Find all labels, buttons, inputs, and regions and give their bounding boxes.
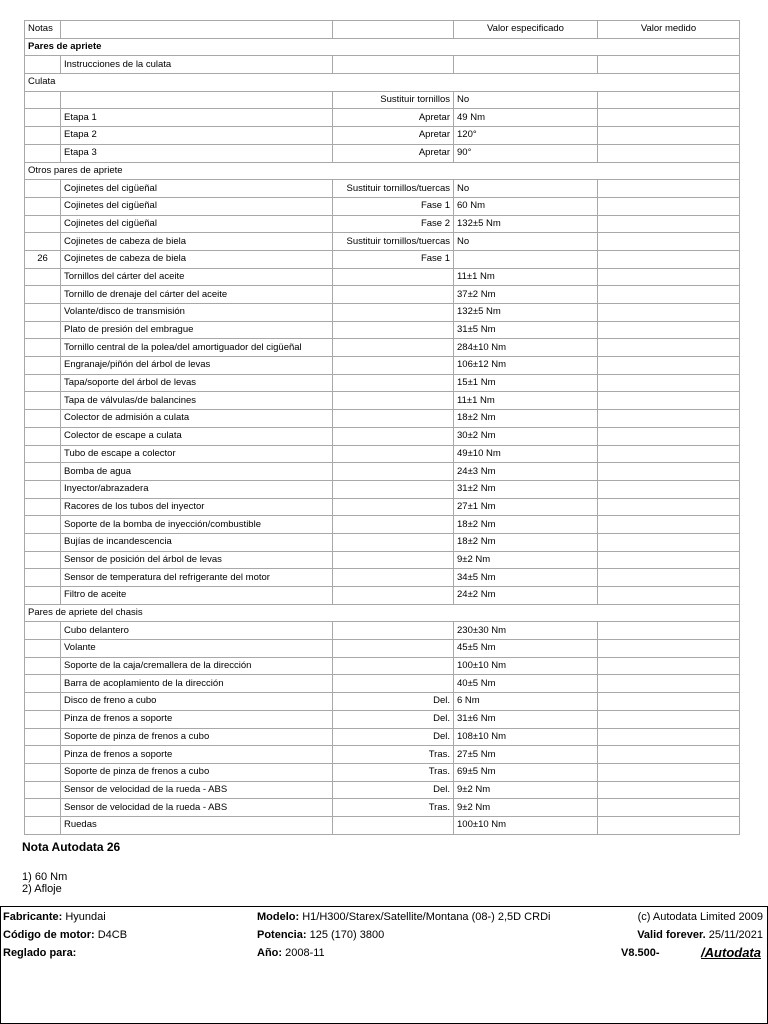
note-cell	[25, 127, 61, 145]
spec-value-cell: 18±2 Nm	[454, 410, 598, 428]
component-cell: Pinza de frenos a soporte	[61, 746, 333, 764]
regulated-line	[3, 947, 76, 959]
note-cell	[25, 445, 61, 463]
year-line	[257, 947, 325, 959]
condition-cell	[333, 445, 454, 463]
spec-value-cell: 6 Nm	[454, 693, 598, 711]
component-cell: Instrucciones de la culata	[61, 56, 333, 74]
note-cell	[25, 357, 61, 375]
measured-value-cell	[598, 587, 740, 605]
autodata-logo	[701, 945, 761, 960]
note-cell	[25, 56, 61, 74]
measured-value-cell	[598, 675, 740, 693]
note-cell	[25, 533, 61, 551]
validity-line	[637, 929, 763, 941]
table-row	[25, 250, 740, 268]
spec-value-cell: 31±5 Nm	[454, 321, 598, 339]
measured-value-cell	[598, 268, 740, 286]
condition-cell	[333, 463, 454, 481]
note-cell	[25, 746, 61, 764]
group-title: Otros pares de apriete	[25, 162, 740, 180]
condition-cell: Apretar	[333, 144, 454, 162]
table-row	[25, 569, 740, 587]
group-header-row	[25, 162, 740, 180]
spec-value-cell: No	[454, 180, 598, 198]
condition-cell	[333, 410, 454, 428]
note-cell	[25, 374, 61, 392]
condition-cell: Fase 2	[333, 215, 454, 233]
power-value: 125 (170) 3800	[309, 929, 385, 941]
table-row	[25, 321, 740, 339]
measured-value-cell	[598, 693, 740, 711]
measured-value-cell	[598, 463, 740, 481]
condition-cell	[333, 587, 454, 605]
condition-cell	[333, 640, 454, 658]
note-cell	[25, 657, 61, 675]
spec-value-cell: 132±5 Nm	[454, 304, 598, 322]
component-cell: Etapa 1	[61, 109, 333, 127]
torque-table	[24, 20, 740, 835]
condition-cell	[333, 339, 454, 357]
component-cell: Ruedas	[61, 816, 333, 834]
note-cell	[25, 799, 61, 817]
table-row	[25, 56, 740, 74]
measured-value-cell	[598, 286, 740, 304]
condition-cell: Tras.	[333, 746, 454, 764]
note-cell	[25, 304, 61, 322]
measured-value-cell	[598, 410, 740, 428]
torque-spec-sheet	[24, 20, 739, 835]
note-cell	[25, 410, 61, 428]
name-column-header	[61, 21, 333, 39]
component-cell: Engranaje/piñón del árbol de levas	[61, 357, 333, 375]
note-title: Nota Autodata 26	[22, 840, 121, 854]
measured-value-cell	[598, 56, 740, 74]
spec-value-cell	[454, 56, 598, 74]
measured-value-cell	[598, 392, 740, 410]
note-cell	[25, 622, 61, 640]
spec-value-cell: 9±2 Nm	[454, 799, 598, 817]
spec-value-cell: 49 Nm	[454, 109, 598, 127]
spec-value-cell: 49±10 Nm	[454, 445, 598, 463]
component-cell: Cojinetes del cigüeñal	[61, 180, 333, 198]
spec-value-cell: No	[454, 233, 598, 251]
spec-value-cell: 31±2 Nm	[454, 480, 598, 498]
component-cell: Inyector/abrazadera	[61, 480, 333, 498]
valid-date: 25/11/2021	[708, 929, 763, 941]
note-cell	[25, 480, 61, 498]
measured-column-header: Valor medido	[598, 21, 740, 39]
condition-cell	[333, 516, 454, 534]
table-row	[25, 180, 740, 198]
component-cell: Cojinetes de cabeza de biela	[61, 233, 333, 251]
table-row	[25, 304, 740, 322]
condition-cell	[333, 498, 454, 516]
table-row	[25, 693, 740, 711]
note-cell	[25, 233, 61, 251]
component-cell: Volante	[61, 640, 333, 658]
condition-cell: Tras.	[333, 799, 454, 817]
note-cell	[25, 109, 61, 127]
table-row	[25, 374, 740, 392]
component-cell: Bomba de agua	[61, 463, 333, 481]
model-value: H1/H300/Starex/Satellite/Montana (08-) 2,5D CRDi	[302, 911, 551, 923]
measured-value-cell	[598, 109, 740, 127]
note-cell	[25, 551, 61, 569]
spec-value-cell: 30±2 Nm	[454, 427, 598, 445]
measured-value-cell	[598, 197, 740, 215]
group-title: Culata	[25, 74, 740, 92]
measured-value-cell	[598, 710, 740, 728]
condition-cell: Tras.	[333, 763, 454, 781]
condition-cell	[333, 427, 454, 445]
spec-value-cell: 90°	[454, 144, 598, 162]
table-row	[25, 622, 740, 640]
manufacturer-value: Hyundai	[65, 911, 106, 923]
table-row	[25, 816, 740, 834]
engine-code-line	[3, 929, 127, 941]
year-label: Año:	[257, 947, 283, 959]
condition-cell: Apretar	[333, 109, 454, 127]
table-row	[25, 410, 740, 428]
measured-value-cell	[598, 427, 740, 445]
table-row	[25, 197, 740, 215]
engine-code-value: D4CB	[97, 929, 128, 941]
note-cell	[25, 339, 61, 357]
note-item: 1) 60 Nm	[22, 871, 68, 883]
spec-column-header: Valor especificado	[454, 21, 598, 39]
component-cell: Cojinetes del cigüeñal	[61, 197, 333, 215]
table-row	[25, 357, 740, 375]
spec-value-cell: 27±1 Nm	[454, 498, 598, 516]
note-cell	[25, 763, 61, 781]
condition-cell	[333, 56, 454, 74]
measured-value-cell	[598, 339, 740, 357]
condition-cell: Fase 1	[333, 197, 454, 215]
component-cell: Disco de freno a cubo	[61, 693, 333, 711]
note-cell	[25, 144, 61, 162]
note-cell	[25, 675, 61, 693]
measured-value-cell	[598, 569, 740, 587]
condition-cell: Del.	[333, 728, 454, 746]
component-cell: Etapa 3	[61, 144, 333, 162]
note-cell	[25, 286, 61, 304]
component-cell: Barra de acoplamiento de la dirección	[61, 675, 333, 693]
measured-value-cell	[598, 657, 740, 675]
spec-value-cell	[454, 250, 598, 268]
component-cell: Plato de presión del embrague	[61, 321, 333, 339]
note-cell	[25, 498, 61, 516]
table-row	[25, 710, 740, 728]
autodata-logo-text: /Autodata	[701, 945, 761, 960]
condition-cell	[333, 392, 454, 410]
measured-value-cell	[598, 215, 740, 233]
condition-cell	[333, 357, 454, 375]
note-cell	[25, 197, 61, 215]
note-cell	[25, 215, 61, 233]
table-row	[25, 339, 740, 357]
note-cell	[25, 587, 61, 605]
spec-value-cell: 284±10 Nm	[454, 339, 598, 357]
note-cell	[25, 463, 61, 481]
section-title: Pares de apriete	[25, 38, 740, 56]
condition-column-header	[333, 21, 454, 39]
measured-value-cell	[598, 144, 740, 162]
measured-value-cell	[598, 321, 740, 339]
measured-value-cell	[598, 533, 740, 551]
component-cell: Soporte de la bomba de inyección/combustible	[61, 516, 333, 534]
condition-cell: Sustituir tornillos	[333, 91, 454, 109]
engine-code-label: Código de motor:	[3, 929, 95, 941]
valid-label: Valid forever.	[637, 929, 706, 941]
table-row	[25, 763, 740, 781]
component-cell: Colector de admisión a culata	[61, 410, 333, 428]
spec-value-cell: 18±2 Nm	[454, 533, 598, 551]
table-row	[25, 587, 740, 605]
version-text: V8.500-	[621, 947, 660, 959]
group-header-row	[25, 74, 740, 92]
model-line	[257, 911, 550, 923]
condition-cell	[333, 304, 454, 322]
measured-value-cell	[598, 180, 740, 198]
measured-value-cell	[598, 728, 740, 746]
component-cell: Pinza de frenos a soporte	[61, 710, 333, 728]
spec-value-cell: 100±10 Nm	[454, 816, 598, 834]
component-cell: Soporte de pinza de frenos a cubo	[61, 728, 333, 746]
component-cell: Sensor de posición del árbol de levas	[61, 551, 333, 569]
condition-cell	[333, 816, 454, 834]
table-row	[25, 728, 740, 746]
measured-value-cell	[598, 357, 740, 375]
condition-cell: Del.	[333, 781, 454, 799]
spec-value-cell: 24±3 Nm	[454, 463, 598, 481]
spec-value-cell: 9±2 Nm	[454, 551, 598, 569]
measured-value-cell	[598, 640, 740, 658]
condition-cell	[333, 569, 454, 587]
condition-cell	[333, 533, 454, 551]
measured-value-cell	[598, 233, 740, 251]
year-value: 2008-11	[285, 947, 325, 959]
condition-cell: Sustituir tornillos/tuercas	[333, 180, 454, 198]
spec-value-cell: 24±2 Nm	[454, 587, 598, 605]
component-cell: Soporte de la caja/cremallera de la dirección	[61, 657, 333, 675]
component-cell	[61, 91, 333, 109]
spec-value-cell: 69±5 Nm	[454, 763, 598, 781]
model-label: Modelo:	[257, 911, 300, 923]
table-row	[25, 109, 740, 127]
measured-value-cell	[598, 250, 740, 268]
condition-cell: Del.	[333, 710, 454, 728]
manufacturer-line	[3, 911, 106, 923]
spec-value-cell: 31±6 Nm	[454, 710, 598, 728]
notes-column-header: Notas	[25, 21, 61, 39]
note-cell	[25, 569, 61, 587]
spec-value-cell: 230±30 Nm	[454, 622, 598, 640]
measured-value-cell	[598, 374, 740, 392]
note-item: 2) Afloje	[22, 883, 62, 895]
component-cell: Tornillo central de la polea/del amortiguador del cigüeñal	[61, 339, 333, 357]
table-row	[25, 268, 740, 286]
condition-cell	[333, 657, 454, 675]
measured-value-cell	[598, 445, 740, 463]
spec-value-cell: 11±1 Nm	[454, 268, 598, 286]
table-row	[25, 463, 740, 481]
measured-value-cell	[598, 304, 740, 322]
spec-value-cell: No	[454, 91, 598, 109]
table-row	[25, 392, 740, 410]
component-cell: Volante/disco de transmisión	[61, 304, 333, 322]
condition-cell: Apretar	[333, 127, 454, 145]
spec-value-cell: 34±5 Nm	[454, 569, 598, 587]
table-row	[25, 675, 740, 693]
measured-value-cell	[598, 498, 740, 516]
note-cell	[25, 516, 61, 534]
note-cell	[25, 392, 61, 410]
power-line	[257, 929, 384, 941]
power-label: Potencia:	[257, 929, 307, 941]
component-cell: Bujías de incandescencia	[61, 533, 333, 551]
measured-value-cell	[598, 516, 740, 534]
note-cell	[25, 321, 61, 339]
table-row	[25, 781, 740, 799]
condition-cell	[333, 374, 454, 392]
component-cell: Tapa de válvulas/de balancines	[61, 392, 333, 410]
table-row	[25, 516, 740, 534]
table-row	[25, 215, 740, 233]
spec-value-cell: 11±1 Nm	[454, 392, 598, 410]
condition-cell	[333, 551, 454, 569]
component-cell: Racores de los tubos del inyector	[61, 498, 333, 516]
component-cell: Sensor de temperatura del refrigerante del motor	[61, 569, 333, 587]
measured-value-cell	[598, 816, 740, 834]
table-header-row	[25, 21, 740, 39]
table-row	[25, 233, 740, 251]
component-cell: Tubo de escape a colector	[61, 445, 333, 463]
table-row	[25, 657, 740, 675]
measured-value-cell	[598, 763, 740, 781]
note-cell	[25, 427, 61, 445]
table-row	[25, 551, 740, 569]
table-row	[25, 480, 740, 498]
note-cell	[25, 91, 61, 109]
component-cell: Tornillos del cárter del aceite	[61, 268, 333, 286]
component-cell: Cubo delantero	[61, 622, 333, 640]
autodata-note	[22, 840, 120, 895]
condition-cell: Sustituir tornillos/tuercas	[333, 233, 454, 251]
measured-value-cell	[598, 91, 740, 109]
spec-value-cell: 132±5 Nm	[454, 215, 598, 233]
component-cell: Etapa 2	[61, 127, 333, 145]
component-cell: Cojinetes del cigüeñal	[61, 215, 333, 233]
note-cell	[25, 268, 61, 286]
spec-value-cell: 18±2 Nm	[454, 516, 598, 534]
condition-cell	[333, 622, 454, 640]
table-row	[25, 533, 740, 551]
spec-value-cell: 15±1 Nm	[454, 374, 598, 392]
spec-value-cell: 106±12 Nm	[454, 357, 598, 375]
condition-cell	[333, 268, 454, 286]
spec-value-cell: 27±5 Nm	[454, 746, 598, 764]
measured-value-cell	[598, 622, 740, 640]
note-cell	[25, 728, 61, 746]
condition-cell: Fase 1	[333, 250, 454, 268]
spec-value-cell: 40±5 Nm	[454, 675, 598, 693]
note-items	[22, 871, 120, 895]
measured-value-cell	[598, 127, 740, 145]
measured-value-cell	[598, 781, 740, 799]
table-row	[25, 144, 740, 162]
note-cell	[25, 693, 61, 711]
table-row	[25, 799, 740, 817]
component-cell: Sensor de velocidad de la rueda - ABS	[61, 781, 333, 799]
spec-value-cell: 100±10 Nm	[454, 657, 598, 675]
condition-cell	[333, 675, 454, 693]
component-cell: Tapa/soporte del árbol de levas	[61, 374, 333, 392]
spec-value-cell: 60 Nm	[454, 197, 598, 215]
spec-value-cell: 9±2 Nm	[454, 781, 598, 799]
note-cell	[25, 640, 61, 658]
copyright-text: (c) Autodata Limited 2009	[637, 911, 763, 923]
table-row	[25, 427, 740, 445]
table-row	[25, 640, 740, 658]
spec-value-cell: 37±2 Nm	[454, 286, 598, 304]
spec-value-cell: 45±5 Nm	[454, 640, 598, 658]
note-cell	[25, 816, 61, 834]
component-cell: Tornillo de drenaje del cárter del aceite	[61, 286, 333, 304]
condition-cell	[333, 286, 454, 304]
note-cell	[25, 710, 61, 728]
table-row	[25, 91, 740, 109]
note-cell	[25, 781, 61, 799]
note-cell: 26	[25, 250, 61, 268]
component-cell: Sensor de velocidad de la rueda - ABS	[61, 799, 333, 817]
measured-value-cell	[598, 799, 740, 817]
table-row	[25, 445, 740, 463]
spec-value-cell: 120°	[454, 127, 598, 145]
table-row	[25, 746, 740, 764]
table-row	[25, 127, 740, 145]
condition-cell	[333, 321, 454, 339]
manufacturer-label: Fabricante:	[3, 911, 63, 923]
measured-value-cell	[598, 480, 740, 498]
condition-cell	[333, 480, 454, 498]
component-cell: Cojinetes de cabeza de biela	[61, 250, 333, 268]
condition-cell: Del.	[333, 693, 454, 711]
note-cell	[25, 180, 61, 198]
section-header-row	[25, 38, 740, 56]
regulated-label: Reglado para:	[3, 947, 77, 959]
group-header-row	[25, 604, 740, 622]
component-cell: Filtro de aceite	[61, 587, 333, 605]
component-cell: Colector de escape a culata	[61, 427, 333, 445]
table-row	[25, 498, 740, 516]
measured-value-cell	[598, 746, 740, 764]
component-cell: Soporte de pinza de frenos a cubo	[61, 763, 333, 781]
spec-value-cell: 108±10 Nm	[454, 728, 598, 746]
vehicle-footer	[0, 906, 768, 1024]
table-row	[25, 286, 740, 304]
measured-value-cell	[598, 551, 740, 569]
group-title: Pares de apriete del chasis	[25, 604, 740, 622]
